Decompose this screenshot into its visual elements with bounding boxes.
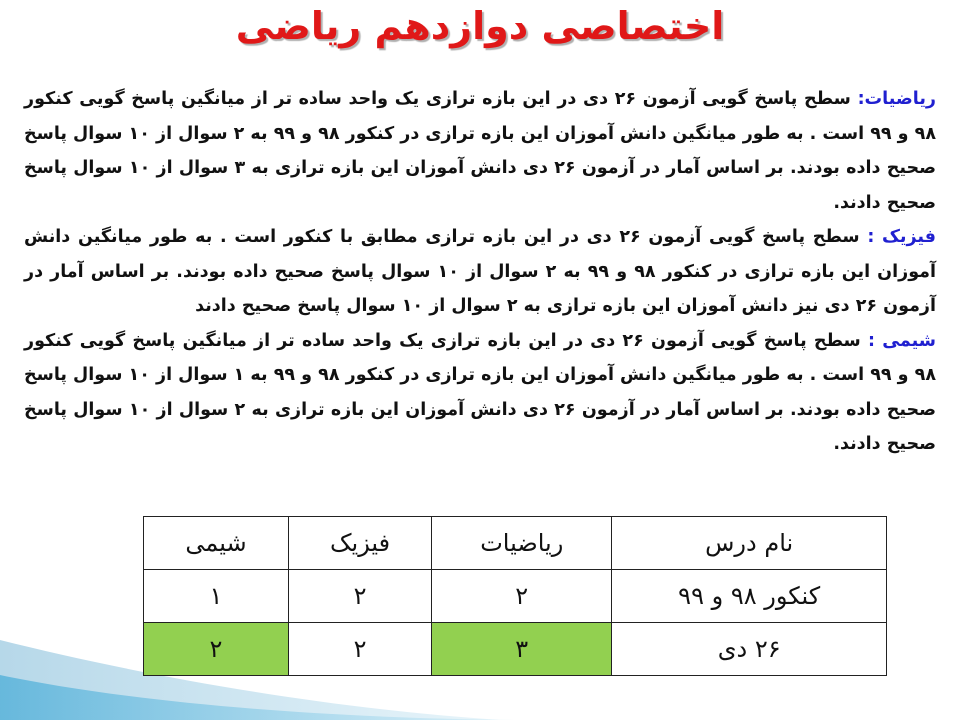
cell-26dey-math: ۳	[432, 623, 612, 676]
math-paragraph	[24, 82, 936, 220]
cell-konkur-math: ۲	[432, 570, 612, 623]
results-table	[143, 516, 887, 676]
chemistry-text: سطح پاسخ گویی آزمون ۲۶ دی در این بازه ترازی یک واحد ساده تر از میانگین پاسخ گویی کنکور ۹۸ و ۹۹ است . به طور میانگین دانش آموزان این بازه ترازی در کنکور ۹۸ و ۹۹ به ۱ سوال از ۱۰ سوال پاسخ صحیح داده بودند. بر اساس آمار در آزمون ۲۶ دی دانش آموزان این بازه ترازی به ۲ سوال از ۱۰ سوال پاسخ صحیح دادند.	[24, 330, 937, 454]
header-chemistry: شیمی	[144, 517, 289, 570]
physics-text: سطح پاسخ گویی آزمون ۲۶ دی در این بازه ترازی مطابق با کنکور است . به طور میانگین دانش آموزان این بازه ترازی در کنکور ۹۸ و ۹۹ به ۲ سوال از ۱۰ سوال پاسخ صحیح داده بودند. بر اساس آمار در آزمون ۲۶ دی نیز دانش آموزان این بازه ترازی به ۲ سوال از ۱۰ سوال پاسخ صحیح دادند	[24, 227, 936, 316]
header-physics: فیزیک	[289, 517, 432, 570]
math-text: سطح پاسخ گویی آزمون ۲۶ دی در این بازه ترازی یک واحد ساده تر از میانگین پاسخ گویی کنکور ۹۸ و ۹۹ است . به طور میانگین دانش آموزان این بازه ترازی در کنکور ۹۸ و ۹۹ به ۲ سوال از ۱۰ سوال پاسخ صحیح داده بودند. بر اساس آمار در آزمون ۲۶ دی دانش آموزان این بازه ترازی به ۳ سوال از ۱۰ سوال پاسخ صحیح دادند.	[24, 89, 937, 213]
cell-konkur-chemistry: ۱	[144, 570, 289, 623]
analysis-text	[24, 82, 936, 462]
physics-label: فیزیک :	[867, 227, 936, 247]
math-label: ریاضیات:	[857, 89, 936, 109]
cell-26dey-physics: ۲	[289, 623, 432, 676]
header-math: ریاضیات	[432, 517, 612, 570]
physics-paragraph	[24, 220, 936, 324]
table-header-row	[144, 517, 887, 570]
row-label-26-dey: ۲۶ دی	[612, 623, 887, 676]
slide-title: اختصاصی دوازدهم ریاضی	[235, 4, 725, 48]
table-row	[144, 623, 887, 676]
chemistry-label: شیمی :	[867, 330, 936, 351]
cell-konkur-physics: ۲	[289, 570, 432, 623]
cell-26dey-chemistry: ۲	[144, 623, 289, 676]
row-label-konkur: کنکور ۹۸ و ۹۹	[612, 570, 887, 623]
chemistry-paragraph	[24, 324, 936, 462]
table-row	[144, 570, 887, 623]
header-subject-name: نام درس	[612, 517, 887, 570]
